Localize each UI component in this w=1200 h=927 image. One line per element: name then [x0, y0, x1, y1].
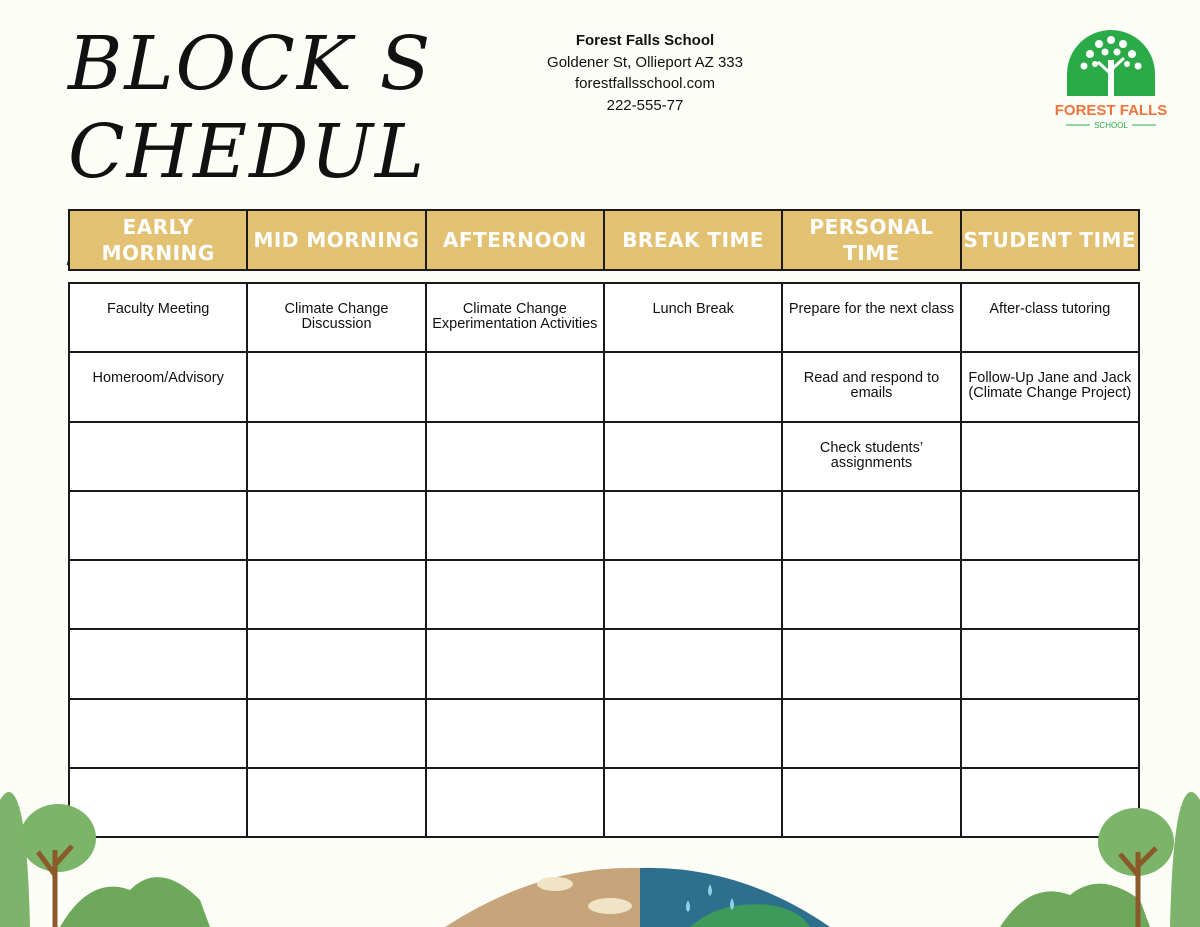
cell-text — [74, 630, 242, 648]
schedule-cell[interactable] — [247, 491, 425, 560]
schedule-cell[interactable] — [782, 560, 960, 629]
schedule-cell[interactable] — [247, 699, 425, 768]
schedule-cell[interactable] — [782, 491, 960, 560]
page-title: BLOCK SCHEDUL — [68, 21, 433, 195]
schedule-cell[interactable] — [426, 422, 604, 491]
school-logo — [1054, 26, 1168, 134]
schedule-cell[interactable] — [604, 699, 782, 768]
cell-text — [431, 492, 599, 510]
schedule-cell[interactable] — [426, 699, 604, 768]
school-contact — [500, 30, 790, 116]
schedule-cell[interactable] — [961, 560, 1139, 629]
cell-text — [609, 630, 777, 648]
schedule-cell[interactable] — [247, 352, 425, 421]
schedule-cell[interactable] — [69, 491, 247, 560]
schedule-cell[interactable] — [961, 422, 1139, 491]
left-bush — [60, 877, 210, 927]
table-row — [69, 352, 1139, 421]
schedule-cell[interactable] — [604, 422, 782, 491]
cell-text — [787, 561, 955, 579]
right-plant — [1170, 792, 1200, 927]
schedule-cell[interactable] — [961, 283, 1139, 352]
cell-text: Read and respond to emails — [803, 370, 940, 402]
schedule-table — [68, 282, 1140, 838]
cell-text — [609, 561, 777, 579]
water-drop-icon — [708, 884, 712, 896]
schedule-cell[interactable] — [69, 422, 247, 491]
left-plant — [0, 792, 30, 927]
schedule-cell[interactable] — [782, 629, 960, 698]
schedule-cell[interactable] — [426, 560, 604, 629]
header-student-time: STUDENT TIME — [960, 211, 1138, 269]
cell-text — [252, 353, 420, 371]
schedule-cell[interactable] — [604, 560, 782, 629]
earth-dry-half — [445, 868, 640, 927]
header-mid-morning: MID MORNING — [246, 211, 424, 269]
schedule-cell[interactable] — [69, 352, 247, 421]
school-phone: 222-555-77 — [606, 96, 684, 114]
cell-text: Climate Change Discussion — [284, 301, 389, 332]
cell-text — [431, 561, 599, 579]
cell-text — [966, 769, 1134, 787]
schedule-cell[interactable] — [604, 629, 782, 698]
school-name: Forest Falls School — [575, 32, 715, 49]
schedule-cell[interactable] — [782, 352, 960, 421]
schedule-cell[interactable] — [426, 352, 604, 421]
logo-text-sub: SCHOOL — [1094, 121, 1128, 130]
cell-text: Homeroom/Advisory — [92, 370, 224, 387]
cell-text — [74, 700, 242, 718]
cell-text — [609, 353, 777, 371]
schedule-cell[interactable] — [782, 283, 960, 352]
schedule-cell[interactable] — [782, 699, 960, 768]
cell-text — [966, 423, 1134, 441]
schedule-cell[interactable] — [247, 283, 425, 352]
cell-text — [74, 423, 242, 441]
schedule-cell[interactable] — [69, 283, 247, 352]
cell-text — [609, 492, 777, 510]
cell-text — [431, 630, 599, 648]
schedule-cell[interactable] — [69, 560, 247, 629]
schedule-header-row — [68, 209, 1140, 271]
cell-text — [966, 492, 1134, 510]
schedule-cell[interactable] — [426, 283, 604, 352]
cell-text — [609, 769, 777, 787]
earth-water-half — [640, 868, 830, 927]
header-break-time: BREAK TIME — [603, 211, 781, 269]
table-row — [69, 629, 1139, 698]
schedule-cell[interactable] — [426, 768, 604, 837]
cell-text: Check students’ assignments — [819, 439, 924, 471]
cell-text: Lunch Break — [652, 301, 734, 317]
logo-text-main: FOREST FALLS — [1054, 102, 1168, 119]
cell-text — [252, 700, 420, 718]
cell-text — [431, 700, 599, 718]
cell-text — [609, 700, 777, 718]
schedule-cell[interactable] — [69, 768, 247, 837]
cell-text — [252, 423, 420, 441]
cell-text — [966, 700, 1134, 718]
cell-text: Prepare for the next class — [788, 301, 955, 317]
cell-text — [609, 423, 777, 441]
schedule-cell[interactable] — [69, 699, 247, 768]
schedule-cell[interactable] — [247, 768, 425, 837]
cell-text: After-class tutoring — [989, 301, 1111, 317]
table-row — [69, 768, 1139, 837]
cell-text — [252, 561, 420, 579]
schedule-cell[interactable] — [961, 629, 1139, 698]
cell-text — [252, 630, 420, 648]
cell-text — [431, 769, 599, 787]
table-row — [69, 283, 1139, 352]
water-drop-icon — [686, 900, 690, 912]
schedule-cell[interactable] — [247, 422, 425, 491]
schedule-cell[interactable] — [604, 768, 782, 837]
cell-text: Faculty Meeting — [106, 301, 210, 317]
cell-text — [787, 769, 955, 787]
cloud — [588, 898, 632, 914]
schedule-cell[interactable] — [604, 352, 782, 421]
cell-text: Follow-Up Jane and Jack (Climate Change Project) — [968, 370, 1132, 402]
schedule-cell[interactable] — [961, 699, 1139, 768]
cell-text — [431, 423, 599, 441]
cell-text — [787, 492, 955, 510]
schedule-cell[interactable] — [782, 422, 960, 491]
schedule-cell[interactable] — [247, 560, 425, 629]
cell-text — [74, 492, 242, 510]
school-website[interactable]: forestfallsschool.com — [574, 75, 716, 92]
cell-text — [966, 630, 1134, 648]
cell-text — [74, 561, 242, 579]
schedule-cell[interactable] — [782, 768, 960, 837]
right-bush — [1000, 884, 1150, 927]
schedule-cell[interactable] — [604, 283, 782, 352]
table-row — [69, 491, 1139, 560]
schedule-cell[interactable] — [604, 491, 782, 560]
header-early-morning: EARLY MORNING — [101, 215, 215, 265]
cell-text — [966, 561, 1134, 579]
schedule-cell[interactable] — [69, 629, 247, 698]
schedule-cell[interactable] — [961, 491, 1139, 560]
school-address: Goldener St, Ollieport AZ 333 — [547, 53, 743, 71]
cell-text — [787, 700, 955, 718]
cell-text: Climate Change Experimentation Activities — [432, 301, 598, 332]
schedule-cell[interactable] — [426, 629, 604, 698]
cell-text — [787, 630, 955, 648]
right-tree-trunk — [1120, 848, 1156, 927]
left-tree-trunk — [38, 846, 72, 927]
water-drop-icon — [730, 898, 734, 910]
table-row — [69, 699, 1139, 768]
schedule-cell[interactable] — [247, 629, 425, 698]
schedule-cell[interactable] — [961, 352, 1139, 421]
header-afternoon: AFTERNOON — [425, 211, 603, 269]
table-row — [69, 560, 1139, 629]
cell-text — [252, 769, 420, 787]
cell-text — [431, 353, 599, 371]
cell-text — [252, 492, 420, 510]
cell-text — [74, 769, 242, 787]
schedule-cell[interactable] — [961, 768, 1139, 837]
cloud — [537, 877, 573, 891]
table-row — [69, 422, 1139, 491]
header-personal-time: PERSONAL TIME — [781, 211, 959, 269]
schedule-cell[interactable] — [426, 491, 604, 560]
